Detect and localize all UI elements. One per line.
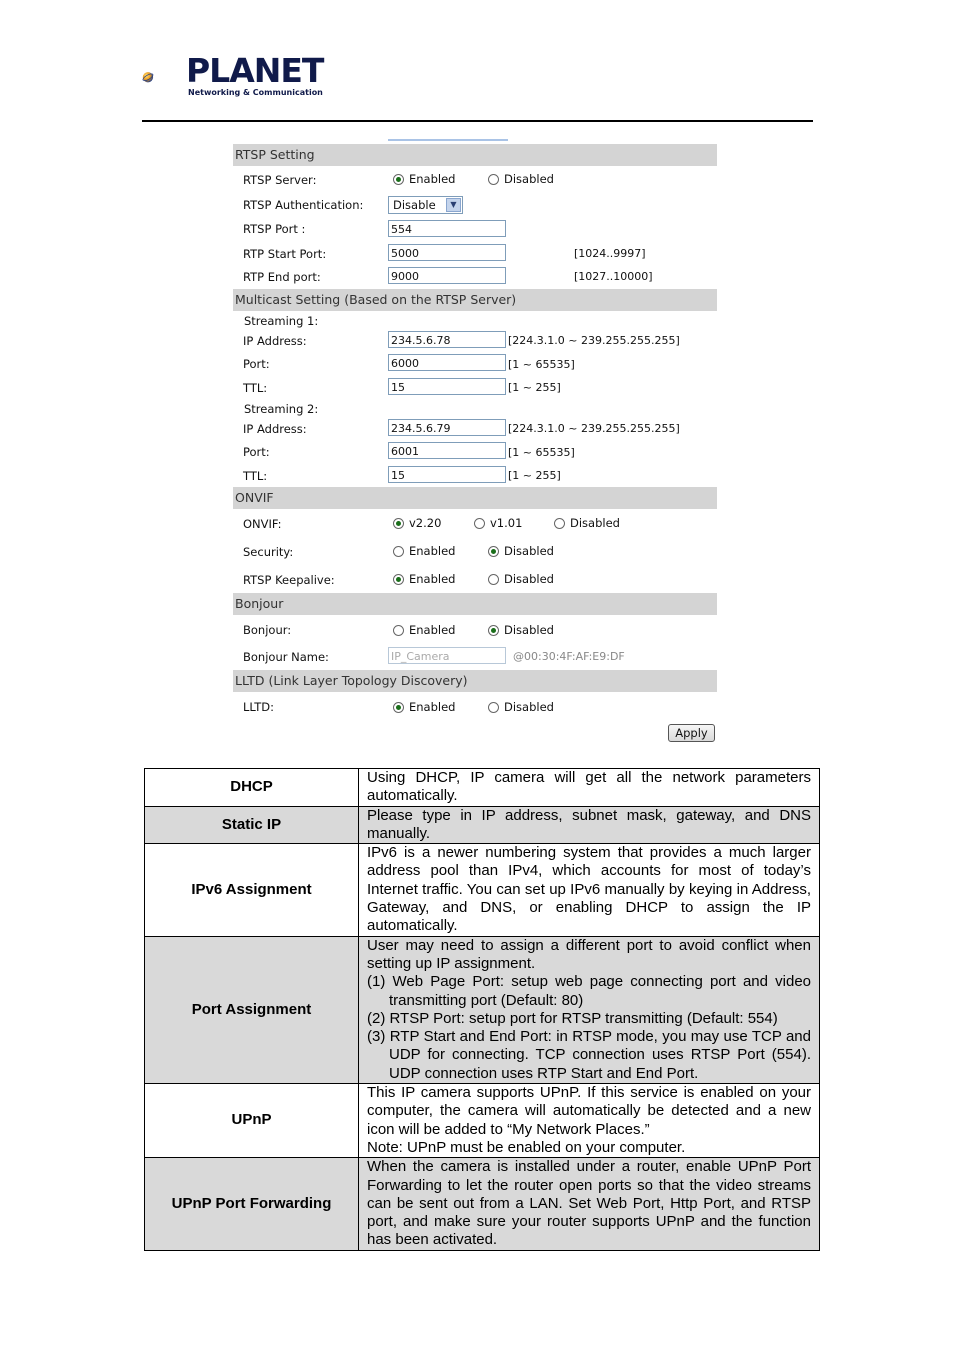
term-cell: IPv6 Assignment [145, 844, 359, 936]
keepalive-label: RTSP Keepalive: [243, 573, 335, 587]
rtp-end-range: [1027..10000] [574, 270, 653, 283]
keepalive-enabled-radio[interactable]: Enabled [393, 572, 455, 586]
rtsp-auth-label: RTSP Authentication: [243, 198, 364, 212]
bonjour-enabled-radio[interactable]: Enabled [393, 623, 455, 637]
rtsp-server-disabled-radio[interactable]: Disabled [488, 172, 554, 186]
definition-cell: Using DHCP, IP camera will get all the network parameters automatically. [359, 769, 820, 807]
definition-cell: IPv6 is a newer numbering system that provides a much larger address pool than IPv4, which accounts for most of today’s Internet traffic. You can set up IPv6 manually by keying in Address, Gateway, and DNS, or enabling DHCP to assign the IP automatically. [359, 844, 820, 936]
rtp-start-range: [1024..9997] [574, 247, 646, 260]
onvif-label: ONVIF: [243, 517, 282, 531]
stream2-ttl-range: [1 ~ 255] [508, 469, 561, 482]
definition-cell [359, 936, 820, 1083]
rtsp-auth-select[interactable]: Disable ▼ [388, 196, 463, 214]
lltd-label: LLTD: [243, 700, 274, 714]
definition-cell: When the camera is installed under a router, enable UPnP Port Forwarding to let the router open ports so that the video streams can be sent out from a LAN. Set Web Port, Http Port, and RTSP port, and make sure your router supports UPnP and the function has been activated. [359, 1158, 820, 1250]
term-cell: Static IP [145, 806, 359, 844]
table-row [145, 1084, 820, 1158]
chevron-down-icon: ▼ [446, 198, 461, 212]
radio-icon [488, 174, 499, 185]
security-label: Security: [243, 545, 294, 559]
rtsp-server-enabled-radio[interactable]: Enabled [393, 172, 455, 186]
onvif-v101-radio[interactable]: v1.01 [474, 516, 522, 530]
rtsp-port-input[interactable]: 554 [388, 220, 506, 237]
stream1-port-range: [1 ~ 65535] [508, 358, 575, 371]
definition-cell [359, 1084, 820, 1158]
bonjour-name-input[interactable]: IP_Camera [388, 647, 506, 664]
table-row [145, 844, 820, 936]
streaming1-title: Streaming 1: [244, 314, 319, 328]
rtp-start-input[interactable]: 5000 [388, 244, 506, 261]
onvif-section-header: ONVIF [233, 487, 717, 509]
stream1-ttl-input[interactable]: 15 [388, 378, 506, 395]
bonjour-mac-suffix: @00:30:4F:AF:E9:DF [513, 650, 625, 663]
bonjour-disabled-radio[interactable]: Disabled [488, 623, 554, 637]
stream2-ip-range: [224.3.1.0 ~ 239.255.255.255] [508, 422, 680, 435]
stream1-ip-label: IP Address: [243, 334, 307, 348]
onvif-v220-radio[interactable]: v2.20 [393, 516, 441, 530]
radio-icon [554, 518, 565, 529]
term-cell: DHCP [145, 769, 359, 807]
radio-icon [393, 625, 404, 636]
apply-button[interactable]: Apply [668, 724, 715, 742]
multicast-section-header: Multicast Setting (Based on the RTSP Server) [233, 289, 717, 311]
radio-selected-icon [393, 518, 404, 529]
lltd-section-header: LLTD (Link Layer Topology Discovery) [233, 670, 717, 692]
radio-icon [488, 574, 499, 585]
bonjour-label: Bonjour: [243, 623, 292, 637]
list-item: (2) RTSP Port: setup port for RTSP transmitting (Default: 554) [367, 1009, 778, 1027]
stream1-ttl-label: TTL: [243, 381, 268, 395]
stream2-ttl-input[interactable]: 15 [388, 466, 506, 483]
streaming2-title: Streaming 2: [244, 402, 319, 416]
keepalive-disabled-radio[interactable]: Disabled [488, 572, 554, 586]
stream2-port-label: Port: [243, 445, 270, 459]
lltd-disabled-radio[interactable]: Disabled [488, 700, 554, 714]
network-settings-panel [233, 132, 717, 752]
stream1-port-input[interactable]: 6000 [388, 354, 506, 371]
onvif-disabled-radio[interactable]: Disabled [554, 516, 620, 530]
radio-selected-icon [393, 574, 404, 585]
list-item: (3) RTP Start and End Port: in RTSP mode, you may use TCP and UDP for connecting. TCP connection uses RTSP Port (554). UDP connection uses RTP Start and End Port. [367, 1028, 811, 1082]
rtsp-server-label: RTSP Server: [243, 173, 317, 187]
stream2-port-range: [1 ~ 65535] [508, 446, 575, 459]
security-enabled-radio[interactable]: Enabled [393, 544, 455, 558]
brand-name: PLANET [186, 51, 324, 90]
brand-tagline: Networking & Communication [188, 88, 323, 97]
term-cell: UPnP [145, 1084, 359, 1158]
stream1-ttl-range: [1 ~ 255] [508, 381, 561, 394]
bonjour-section-header: Bonjour [233, 593, 717, 615]
upnp-note: Note: UPnP must be enabled on your computer. [367, 1138, 686, 1156]
settings-description-table [144, 768, 820, 1251]
rtsp-section-header: RTSP Setting [233, 144, 717, 166]
stream2-ttl-label: TTL: [243, 469, 268, 483]
stream1-ip-range: [224.3.1.0 ~ 239.255.255.255] [508, 334, 680, 347]
term-cell: UPnP Port Forwarding [145, 1158, 359, 1250]
rtsp-port-label: RTSP Port : [243, 222, 306, 236]
header-rule [142, 120, 813, 122]
list-item: (1) Web Page Port: setup web page connecting port and video transmitting port (Default: 80) [367, 973, 811, 1009]
table-row [145, 1158, 820, 1250]
rtp-start-label: RTP Start Port: [243, 247, 327, 261]
radio-selected-icon [393, 174, 404, 185]
bonjour-name-label: Bonjour Name: [243, 650, 329, 664]
radio-icon [474, 518, 485, 529]
rtp-end-input[interactable]: 9000 [388, 267, 506, 284]
radio-icon [393, 546, 404, 557]
table-row [145, 806, 820, 844]
radio-selected-icon [488, 546, 499, 557]
term-cell: Port Assignment [145, 936, 359, 1083]
stream1-ip-input[interactable]: 234.5.6.78 [388, 331, 506, 348]
stream2-port-input[interactable]: 6001 [388, 442, 506, 459]
stream1-port-label: Port: [243, 357, 270, 371]
port-intro: User may need to assign a different port to avoid conflict when setting up IP assignment. [367, 936, 811, 972]
radio-selected-icon [393, 702, 404, 713]
radio-icon [488, 702, 499, 713]
upnp-description: This IP camera supports UPnP. If this service is enabled on your computer, the camera will automatically be detected and a new icon will be added to “My Network Places.” [367, 1084, 811, 1138]
radio-selected-icon [488, 625, 499, 636]
rtp-end-label: RTP End port: [243, 270, 321, 284]
security-disabled-radio[interactable]: Disabled [488, 544, 554, 558]
planet-logo-globe [142, 54, 188, 100]
lltd-enabled-radio[interactable]: Enabled [393, 700, 455, 714]
stream2-ip-label: IP Address: [243, 422, 307, 436]
definition-cell: Please type in IP address, subnet mask, gateway, and DNS manually. [359, 806, 820, 844]
table-row [145, 769, 820, 807]
stream2-ip-input[interactable]: 234.5.6.79 [388, 419, 506, 436]
table-row [145, 936, 820, 1083]
scroll-indicator [388, 139, 508, 141]
